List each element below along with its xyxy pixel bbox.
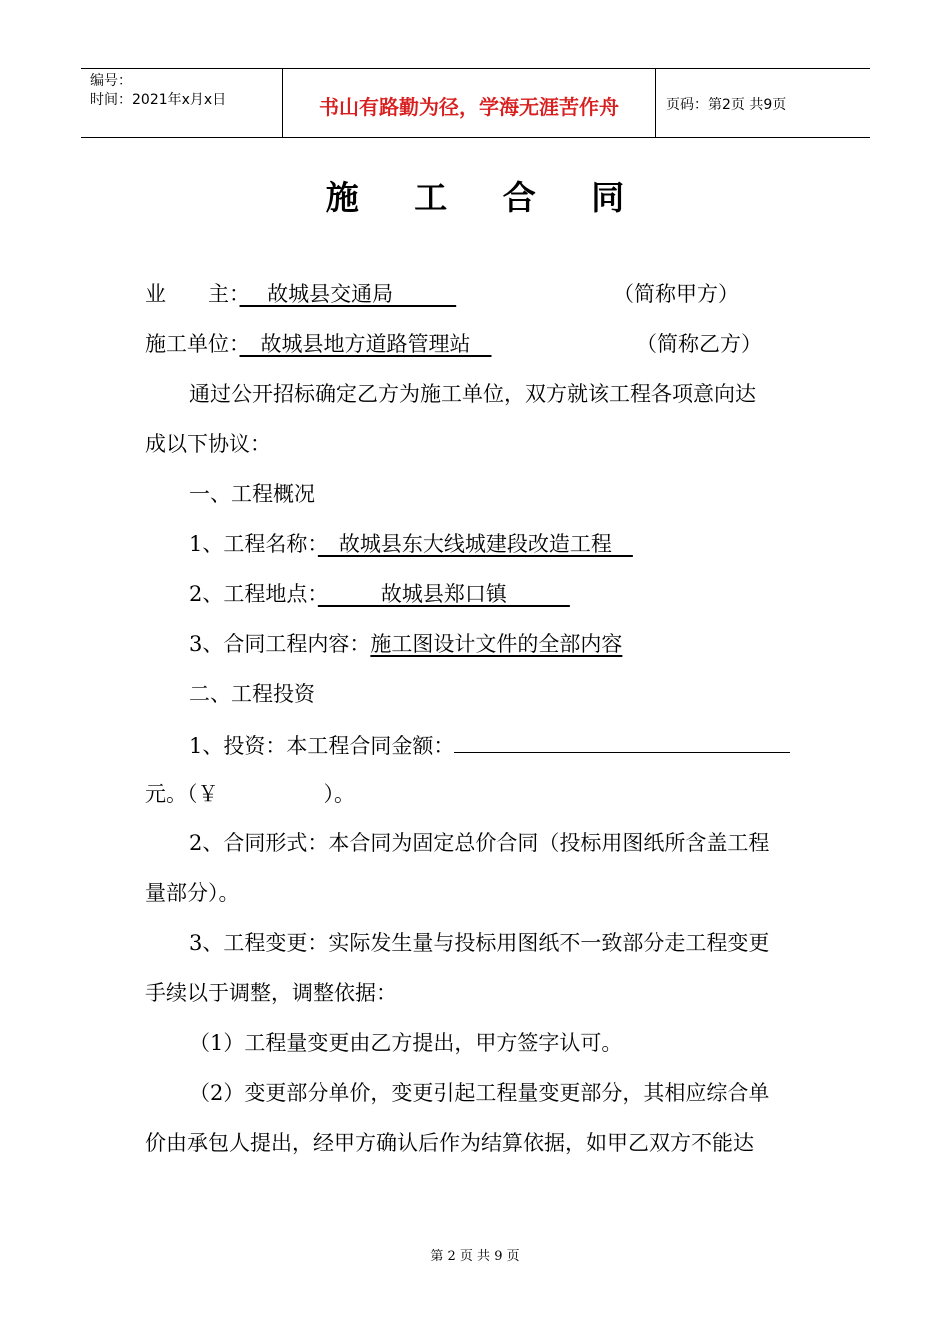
invest-line [189, 732, 790, 758]
invest-amount-blank [454, 732, 790, 753]
change-item-2-line-2: 价由承包人提出，经甲方确认后作为结算依据，如甲乙双方不能达 [145, 1131, 754, 1155]
intro-line-2: 成以下协议： [145, 432, 271, 456]
project-place-value: 故城县郑口镇 [317, 582, 570, 606]
project-content-label: 3、合同工程内容： [189, 632, 371, 656]
contractor-label: 施工单位： [145, 332, 240, 356]
contract-form-line-2: 量部分）。 [145, 881, 240, 905]
section-2-heading: 二、工程投资 [189, 682, 315, 706]
owner-value: 故城县交通局 [239, 282, 457, 306]
document-title: 施 工 合 同 [325, 178, 647, 217]
page-footer: 第 2 页 共 9 页 [430, 1249, 520, 1264]
section-1-heading: 一、工程概况 [189, 482, 315, 506]
header-number: 编号： [90, 73, 132, 89]
project-place-label: 2、工程地点： [189, 582, 318, 606]
invest-line-2: 元。（￥ ）。 [145, 782, 355, 806]
header-table [81, 68, 870, 138]
header-motto: 书山有路勤为径，学海无涯苦作舟 [283, 69, 656, 137]
invest-label: 1、投资：本工程合同金额： [189, 734, 455, 758]
header-page-info: 页码：第2页 共9页 [666, 97, 787, 113]
change-line-2: 手续以于调整，调整依据： [145, 981, 397, 1005]
change-line-1: 3、工程变更：实际发生量与投标用图纸不一致部分走工程变更 [189, 931, 770, 955]
project-content-line [189, 632, 622, 656]
project-name-label: 1、工程名称： [189, 532, 318, 556]
project-name-value: 故城县东大线城建段改造工程 [317, 532, 633, 556]
change-item-2-line-1: （2）变更部分单价，变更引起工程量变更部分，其相应综合单 [189, 1081, 770, 1105]
project-name-line [189, 532, 633, 556]
owner-label: 业 主： [145, 282, 240, 306]
contractor-abbr: （简称乙方） [636, 332, 762, 356]
contractor-value: 故城县地方道路管理站 [239, 332, 492, 356]
project-content-value: 施工图设计文件的全部内容 [370, 632, 623, 656]
contract-form-line-1: 2、合同形式：本合同为固定总价合同（投标用图纸所含盖工程 [189, 831, 770, 855]
owner-line [145, 282, 456, 306]
intro-line-1: 通过公开招标确定乙方为施工单位，双方就该工程各项意向达 [189, 382, 756, 406]
contractor-line [145, 332, 492, 356]
owner-abbr: （简称甲方） [613, 282, 739, 306]
project-place-line [189, 582, 570, 606]
header-meta [81, 69, 283, 137]
change-item-1: （1）工程量变更由乙方提出，甲方签字认可。 [189, 1031, 623, 1055]
header-date: 时间：2021年x月x日 [90, 92, 227, 108]
